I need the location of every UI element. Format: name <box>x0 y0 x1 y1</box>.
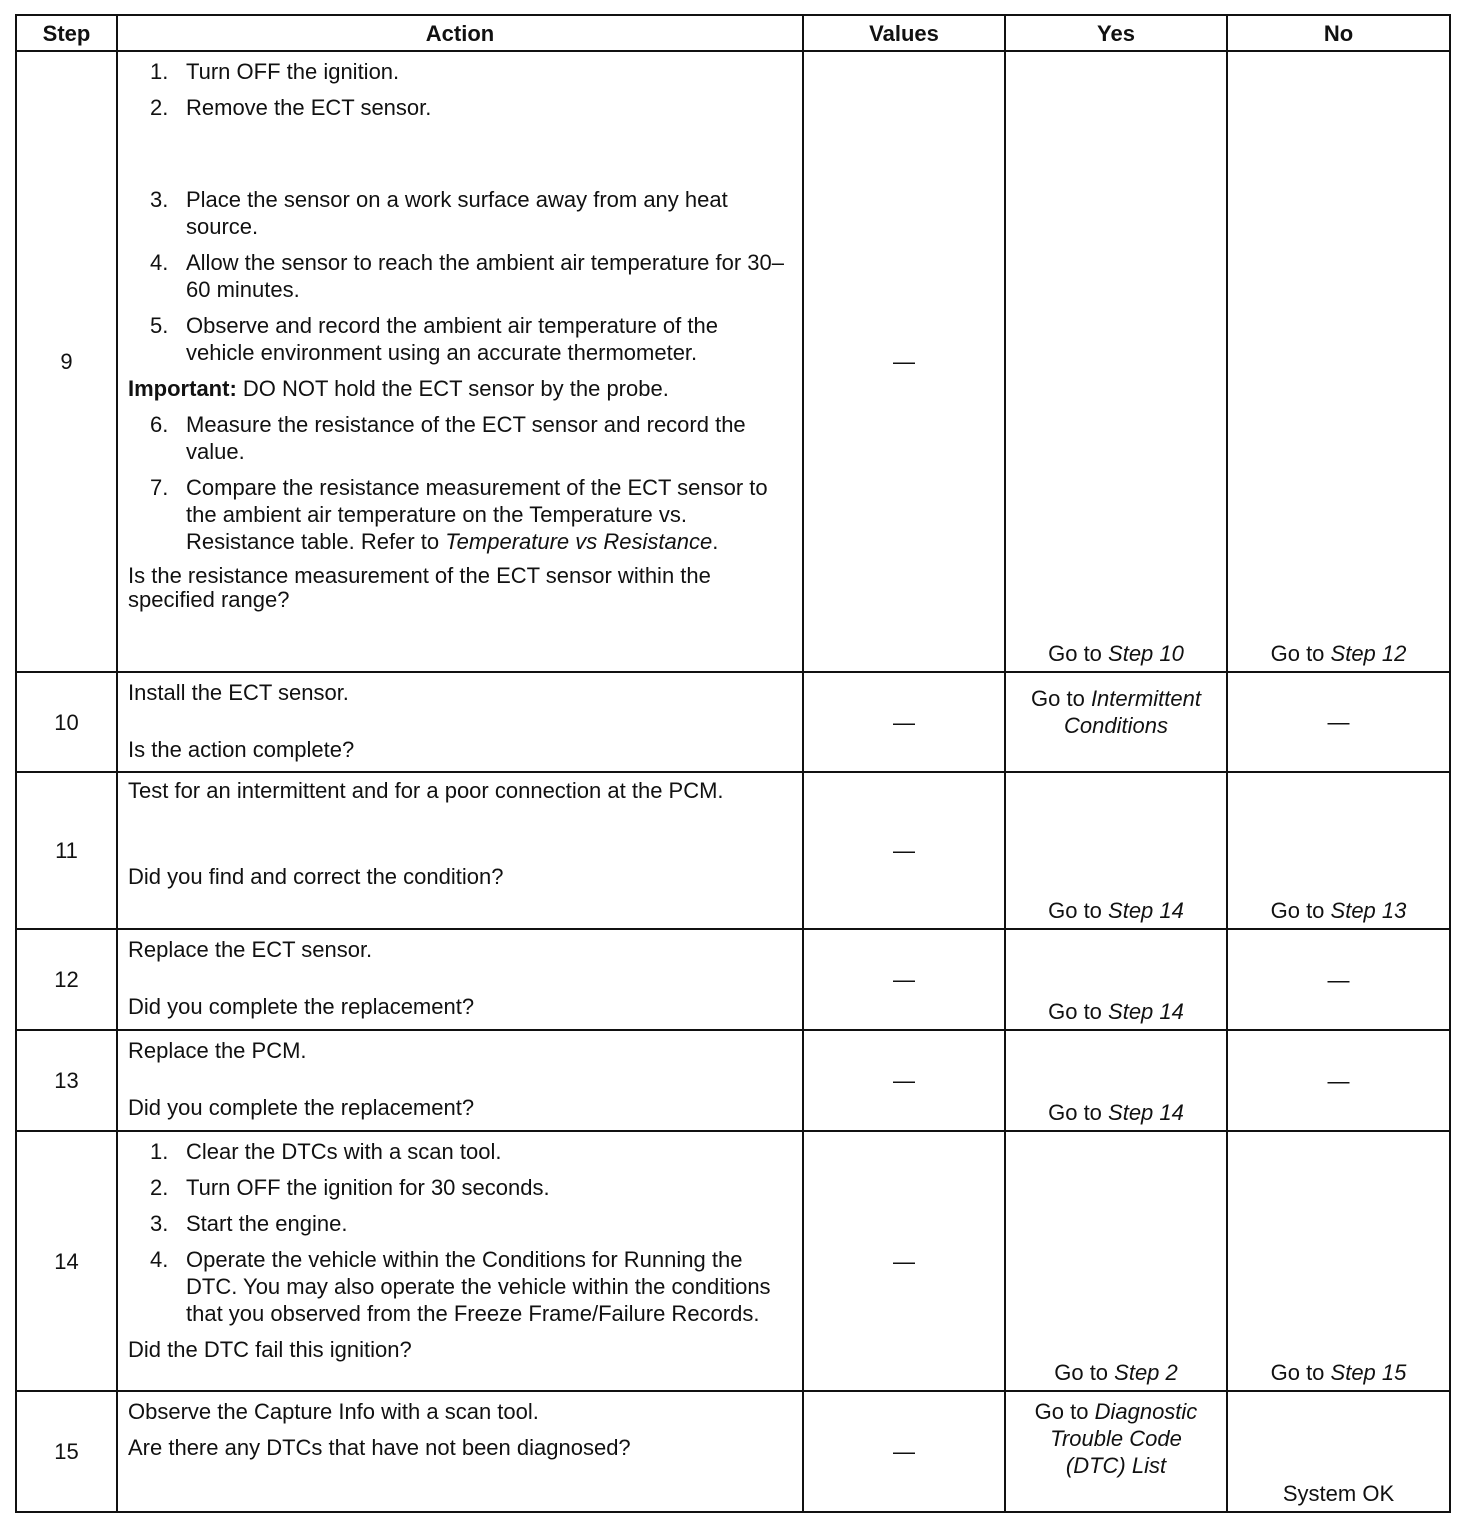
spacer <box>128 803 792 863</box>
goto-step-link: Step 2 <box>1114 1360 1178 1385</box>
step-number: 13 <box>16 1030 117 1131</box>
spacer <box>128 963 792 993</box>
yes-cell: Go to Intermittent Conditions <box>1005 672 1227 772</box>
no-cell: — <box>1227 929 1450 1030</box>
spacer <box>128 130 792 186</box>
table-row-step-14 <box>16 1131 1450 1391</box>
list-item: 5. Observe and record the ambient air temperature of the vehicle environment using an accurate thermometer. <box>150 313 718 365</box>
list-item: 7. Compare the resistance measurement of the ECT sensor to the ambient air temperature on the Temperature vs. Resistance table. Refer to Temperature vs Resistance. <box>150 475 768 554</box>
question: Did you find and correct the condition? <box>128 864 504 889</box>
values-cell: — <box>803 672 1005 772</box>
important-note: Important: DO NOT hold the ECT sensor by the probe. <box>128 376 669 401</box>
step-number: 12 <box>16 929 117 1030</box>
list-item: 4. Allow the sensor to reach the ambient air temperature for 30–60 minutes. <box>150 250 784 302</box>
question: Did you complete the replacement? <box>128 1095 475 1120</box>
action-cell <box>117 1131 803 1391</box>
list-item: 2. Turn OFF the ignition for 30 seconds. <box>150 1175 550 1200</box>
action-cell <box>117 772 803 929</box>
action-list <box>128 411 792 555</box>
action-cell <box>117 51 803 672</box>
goto-step-link: Step 13 <box>1330 898 1407 923</box>
action-text: Replace the ECT sensor. <box>128 937 373 962</box>
list-item: 3. Place the sensor on a work surface away from any heat source. <box>150 187 728 239</box>
question: Is the resistance measurement of the ECT sensor within the specified range? <box>128 563 711 612</box>
table-row-step-10 <box>16 672 1450 772</box>
yes-cell: Go to Step 2 <box>1005 1131 1227 1391</box>
action-cell <box>117 672 803 772</box>
list-item: 4. Operate the vehicle within the Conditions for Running the DTC. You may also operate the vehicle within the conditions that you observed from the Freeze Frame/Failure Records. <box>150 1247 771 1326</box>
diagnostic-table <box>15 14 1451 1513</box>
goto-step-link: Step 14 <box>1108 898 1184 923</box>
action-cell <box>117 929 803 1030</box>
action-list <box>128 186 792 366</box>
action-cell <box>117 1030 803 1131</box>
goto-step-link: Diagnostic Trouble Code (DTC) List <box>1050 1399 1198 1478</box>
question: Are there any DTCs that have not been diagnosed? <box>128 1435 631 1460</box>
header-no: No <box>1227 15 1450 51</box>
no-cell: — <box>1227 672 1450 772</box>
list-item: 6. Measure the resistance of the ECT sensor and record the value. <box>150 412 746 464</box>
list-item: 1. Clear the DTCs with a scan tool. <box>150 1139 502 1164</box>
step-number: 15 <box>16 1391 117 1512</box>
spacer <box>128 1064 792 1094</box>
table-row-step-9 <box>16 51 1450 672</box>
action-list <box>128 1138 792 1327</box>
reference-link: Temperature vs Resistance <box>445 529 713 554</box>
no-cell: Go to Step 15 <box>1227 1131 1450 1391</box>
action-text: Test for an intermittent and for a poor connection at the PCM. <box>128 778 724 803</box>
action-text: Install the ECT sensor. <box>128 680 349 705</box>
yes-cell: Go to Diagnostic Trouble Code (DTC) List <box>1005 1391 1227 1512</box>
goto-step-link: Step 10 <box>1108 641 1184 666</box>
no-cell: Go to Step 13 <box>1227 772 1450 929</box>
no-cell: Go to Step 12 <box>1227 51 1450 672</box>
header-step: Step <box>16 15 117 51</box>
no-cell: System OK <box>1227 1391 1450 1512</box>
action-cell <box>117 1391 803 1512</box>
values-cell: — <box>803 51 1005 672</box>
header-yes: Yes <box>1005 15 1227 51</box>
values-cell: — <box>803 1030 1005 1131</box>
values-cell: — <box>803 1391 1005 1512</box>
no-cell: — <box>1227 1030 1450 1131</box>
step-number: 9 <box>16 51 117 672</box>
header-action: Action <box>117 15 803 51</box>
yes-cell: Go to Step 14 <box>1005 1030 1227 1131</box>
goto-step-link: Step 15 <box>1330 1360 1407 1385</box>
goto-step-link: Step 14 <box>1108 999 1184 1024</box>
question: Did you complete the replacement? <box>128 994 475 1019</box>
table-row-step-12 <box>16 929 1450 1030</box>
step-number: 11 <box>16 772 117 929</box>
values-cell: — <box>803 1131 1005 1391</box>
question: Is the action complete? <box>128 737 355 762</box>
yes-cell: Go to Step 10 <box>1005 51 1227 672</box>
list-item: 1. Turn OFF the ignition. <box>150 59 400 84</box>
action-text: Replace the PCM. <box>128 1038 307 1063</box>
list-item: 2. Remove the ECT sensor. <box>150 95 432 120</box>
goto-step-link: Step 14 <box>1108 1100 1184 1125</box>
goto-step-link: Intermittent Conditions <box>1064 686 1201 738</box>
values-cell: — <box>803 929 1005 1030</box>
yes-cell: Go to Step 14 <box>1005 929 1227 1030</box>
list-item: 3. Start the engine. <box>150 1211 348 1236</box>
header-row <box>16 15 1450 51</box>
table-row-step-13 <box>16 1030 1450 1131</box>
header-values: Values <box>803 15 1005 51</box>
step-number: 10 <box>16 672 117 772</box>
goto-step-link: Step 12 <box>1330 641 1407 666</box>
action-list <box>128 58 792 121</box>
action-text: Observe the Capture Info with a scan tool. <box>128 1399 539 1424</box>
spacer <box>128 706 792 736</box>
question: Did the DTC fail this ignition? <box>128 1337 412 1362</box>
table-row-step-11 <box>16 772 1450 929</box>
table-row-step-15 <box>16 1391 1450 1512</box>
step-number: 14 <box>16 1131 117 1391</box>
values-cell: — <box>803 772 1005 929</box>
yes-cell: Go to Step 14 <box>1005 772 1227 929</box>
